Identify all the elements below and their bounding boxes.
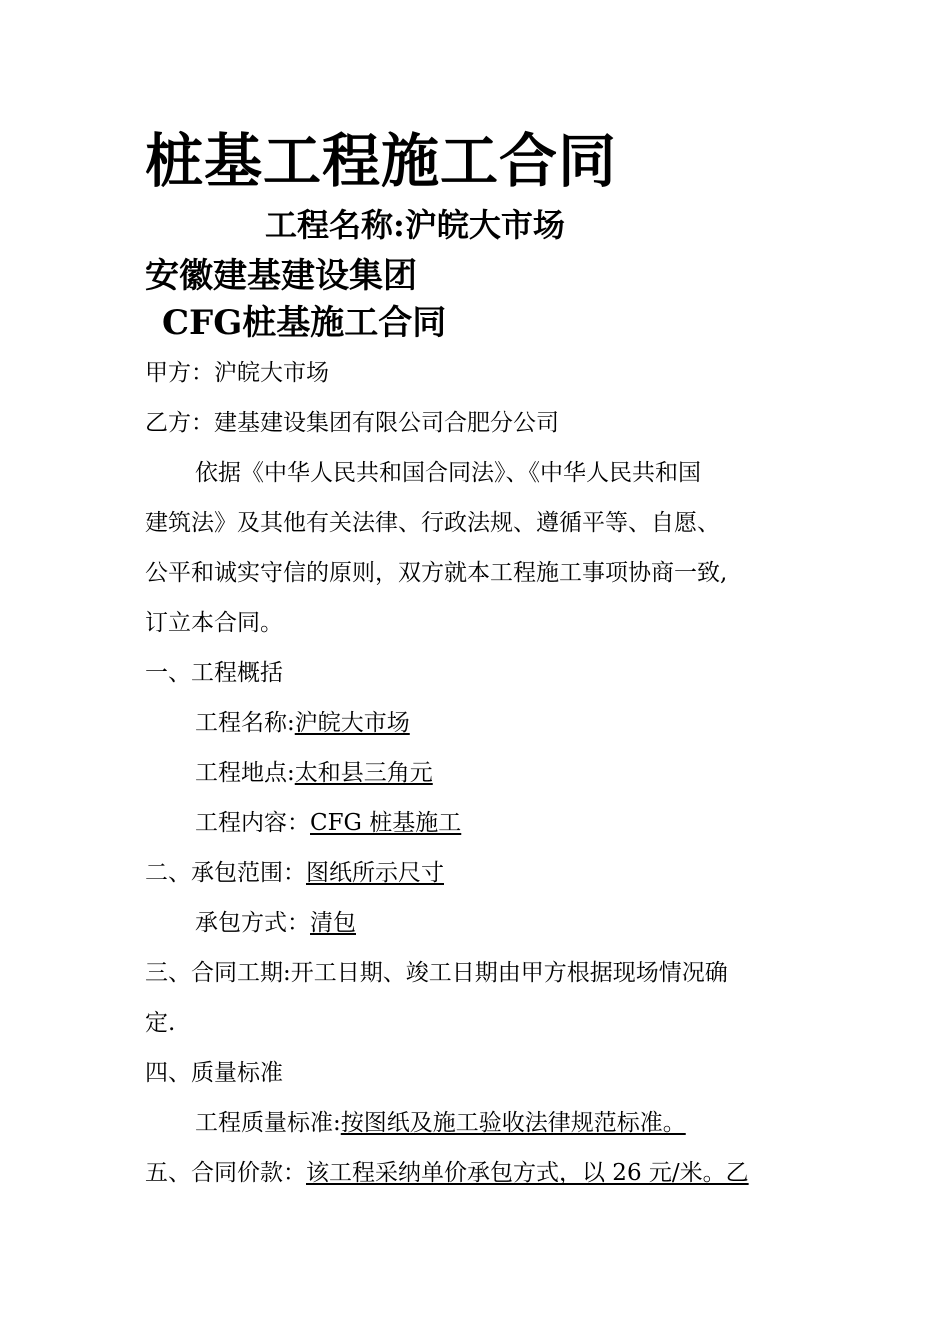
- project-location-row: [195, 758, 433, 788]
- project-name-value: 沪皖大市场: [294, 710, 410, 736]
- scope-label: 二、承包范围：: [145, 860, 306, 886]
- party-a: 甲方：沪皖大市场: [145, 360, 329, 386]
- preamble-line-1: 依据《中华人民共和国合同法》、《中华人民共和国: [195, 460, 701, 486]
- schedule-line-2: 定.: [145, 1010, 176, 1036]
- project-name-row: [195, 708, 410, 738]
- scope-row: [145, 858, 444, 888]
- project-content-row: [195, 808, 461, 838]
- project-location-value: 太和县三角元: [294, 760, 433, 786]
- preamble-line-3: 公平和诚实守信的原则，双方就本工程施工事项协商一致,: [145, 560, 728, 586]
- contract-method-value: 清包: [310, 910, 356, 936]
- schedule-line-1: 三、合同工期:开工日期、竣工日期由甲方根据现场情况确: [145, 960, 728, 986]
- project-content-label: 工程内容：: [195, 810, 310, 836]
- party-b: 乙方：建基建设集团有限公司合肥分公司: [145, 410, 559, 436]
- project-heading: 工程名称:沪皖大市场: [265, 206, 565, 244]
- quality-standard-row: [195, 1108, 686, 1138]
- preamble-line-2: 建筑法》及其他有关法律、行政法规、遵循平等、自愿、: [145, 510, 720, 536]
- contract-method-row: [195, 908, 356, 938]
- quality-standard-value: 按图纸及施工验收法律规范标准。: [340, 1110, 686, 1136]
- contract-method-label: 承包方式：: [195, 910, 310, 936]
- contract-price-value: 该工程采纳单价承包方式，以 26 元/米。乙: [306, 1160, 749, 1186]
- project-content-value: CFG 桩基施工: [310, 810, 462, 836]
- preamble-line-4: 订立本合同。: [145, 610, 283, 636]
- project-name-label: 工程名称:: [195, 710, 295, 736]
- company-heading: 安徽建基建设集团: [145, 256, 417, 296]
- section1-heading: 一、工程概括: [145, 660, 283, 686]
- contract-price-row: [145, 1158, 749, 1188]
- project-location-label: 工程地点:: [195, 760, 295, 786]
- contract-price-label: 五、合同价款：: [145, 1160, 306, 1186]
- contract-heading: CFG桩基施工合同: [162, 303, 447, 343]
- quality-standard-label: 工程质量标准:: [195, 1110, 341, 1136]
- scope-value: 图纸所示尺寸: [306, 860, 444, 886]
- document-title: 桩基工程施工合同: [145, 127, 618, 195]
- section4-heading: 四、质量标准: [145, 1060, 283, 1086]
